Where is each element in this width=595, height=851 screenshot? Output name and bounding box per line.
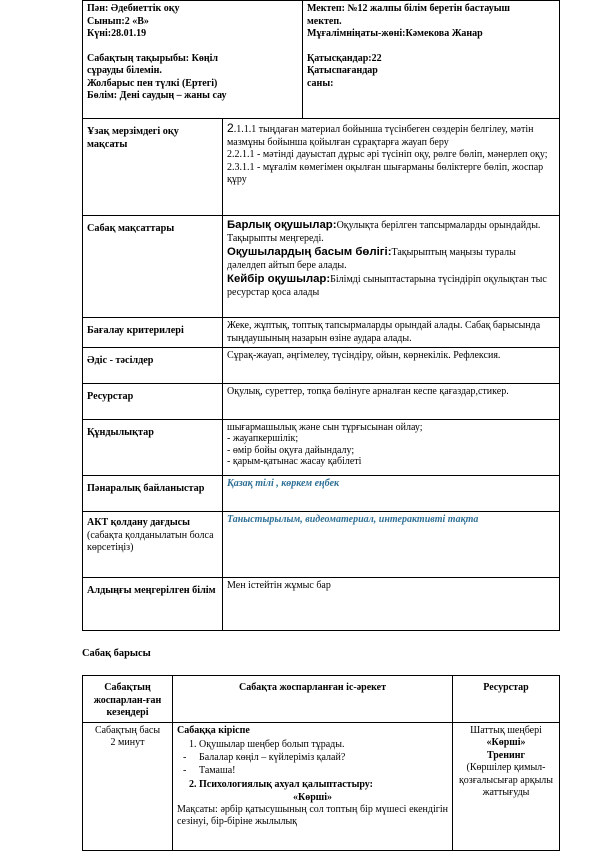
goal-text: Мақсаты: әрбір қатысушының сол топтың бір мүшесі екендігін сезінуі, бір-біріне жылылық (177, 803, 448, 827)
header-right-top (303, 1, 560, 51)
header-left-top (83, 1, 303, 51)
resources-label: Ресурстар (83, 384, 223, 420)
res-name: «Көрші» (486, 737, 526, 749)
resources-text: Оқулық, суреттер, топқа бөлінуге арналған кеспе қағаздар,стикер. (223, 384, 560, 420)
lesson-topic-line3: Жолбарыс пен түлкі (Ертегі) (87, 77, 218, 89)
long-term-line-1 (227, 121, 555, 149)
activity-cell (173, 722, 453, 850)
absent-label-2: саны: (307, 77, 334, 89)
long-term-content (223, 119, 560, 216)
objective-all (227, 218, 555, 245)
class-text: Сынып:2 «В» (87, 15, 149, 27)
header-left-bottom (83, 51, 303, 119)
stage-name: Сабақтың басы (94, 724, 161, 736)
lesson-info-table (82, 0, 560, 631)
ict-label-rest: (сабақта қолданылатын болса көрсетіңіз) (87, 529, 214, 554)
values-item-3: - қарым-қатынас жасау қабілеті (227, 455, 362, 467)
values-label: Құндылықтар (83, 420, 223, 476)
objective-some-text: Білімді сыныптастарына түсіндіріп оқулықтан тыс ресурстар қоса алады (227, 274, 547, 298)
dash-list (177, 752, 448, 777)
cross-label: Пәнаралық байланыстар (83, 476, 223, 512)
section-text: Бөлім: Дені саудың – жаны сау (87, 90, 227, 102)
col-resources-header: Ресурстар (453, 676, 560, 723)
prior-text: Мен істейтін жұмыс бар (223, 578, 560, 631)
col-stages-header: Сабақтың жоспарлан-ған кезеңдері (83, 676, 173, 723)
res-circle: Шаттық шеңбері (470, 724, 542, 736)
step-1: 1. Оқушылар шеңбер болып тұрады. (199, 739, 448, 751)
long-term-label: Ұзақ мерзімдегі оқу мақсаты (83, 119, 223, 216)
school-text-2: мектеп. (307, 15, 342, 27)
step-2-name: «Көрші» (292, 791, 333, 803)
ict-text: Таныстырылым, видеоматериал, интерактивті тақта (223, 512, 560, 578)
dash-item-1: - Балалар көңіл – күйлеріміз қалай? (199, 752, 448, 764)
objective-most-text: Тақырыптың маңызы туралы дәлелдеп айтып бере алады. (227, 247, 516, 271)
stage-time: 2 минут (110, 737, 145, 749)
date-text: Күні:28.01.19 (87, 28, 147, 40)
values-content (223, 420, 560, 476)
resources-cell (453, 722, 560, 850)
objective-all-text: Оқулықта берілген тапсырмаларды орындайды. Тақырыпты меңгереді. (227, 220, 541, 244)
values-item-2: - өмір бойы оқуға дайындалу; (227, 444, 355, 456)
objective-most (227, 245, 555, 272)
criteria-label: Бағалау критерилері (83, 318, 223, 348)
lesson-topic-line1: Сабақтың тақырыбы: Көңіл (87, 52, 218, 64)
subject-text: Пән: Әдебиеттік оқу (87, 3, 180, 14)
long-term-line-2: 2.2.1.1 - мәтінді дауыстап дұрыс әрі түсініп оқу, рөлге бөліп, мәнерлеп оқу; (227, 149, 548, 161)
methods-text: Сұрақ-жауап, әңгімелеу, түсіндіру, ойын, көрнекілік. Рефлексия. (223, 348, 560, 384)
col-activity-header: Сабақта жоспарланған іс-әрекет (173, 676, 453, 723)
lesson-progress-title: Сабақ барысы (82, 648, 151, 659)
stage-cell (83, 722, 173, 850)
objectives-content (223, 216, 560, 318)
step-2: 2. Психологиялық ахуал қалыптастыру: (199, 779, 448, 791)
lesson-topic-line2: сұрауды білемін. (87, 65, 162, 77)
objective-some-head: Кейбір оқушылар: (227, 273, 331, 286)
ict-label (83, 512, 223, 578)
absent-label: Қатыспағандар (307, 65, 378, 77)
intro-title: Сабаққа кіріспе (177, 724, 250, 736)
dash-item-2: - Тамаша! (199, 765, 448, 777)
values-intro: шығармашылық және сын тұрғысынан ойлау; (227, 422, 423, 434)
long-term-line-1-visible: .1.1.1 тыңдаған материал бойынша түсінбеген сөздерін белгілеу, мәтін мазмұны бойынша қойылған сұрақтарға жауап беру (227, 124, 534, 148)
cross-text: Қазақ тілі , көркем еңбек (223, 476, 560, 512)
goal-number-prefix: 2 (227, 121, 234, 135)
school-text: Мектеп: №12 жалпы білім беретін бастауыш (307, 3, 510, 14)
objective-some (227, 272, 555, 299)
values-item-1: - жауапкершілік; (227, 433, 299, 445)
steps-list-2 (177, 779, 448, 791)
long-term-line-3: 2.3.1.1 - мұғалім көмегімен оқылған шығарманы бөліктерге бөліп, жоспар құру (227, 161, 544, 186)
present-count: Қатысқандар:22 (307, 52, 382, 64)
objective-all-head: Барлық оқушылар: (227, 219, 337, 231)
res-desc: (Көршілер қимыл-қозғалысығар арқылы жаттығуды (458, 762, 554, 799)
ict-label-bold: АКТ қолдану дағдысы (87, 517, 190, 529)
criteria-text: Жеке, жұптық, топтық тапсырмаларды орындай алады. Сабақ барысында тыңдаушының назарын өзіне аудара алады. (223, 318, 560, 348)
lesson-plan-table (82, 675, 560, 851)
res-training: Тренинг (486, 749, 526, 761)
prior-label: Алдыңғы меңгерілген білім (83, 578, 223, 631)
teacher-text: Мұғалімніңаты-жөні:Кәмекова Жанар (307, 28, 483, 40)
header-right-bottom (303, 51, 560, 119)
steps-list-1 (177, 739, 448, 751)
objective-most-head: Оқушылардың басым бөлігі: (227, 246, 392, 259)
objectives-label: Сабақ мақсаттары (83, 216, 223, 318)
methods-label: Әдіс - тәсілдер (83, 348, 223, 384)
